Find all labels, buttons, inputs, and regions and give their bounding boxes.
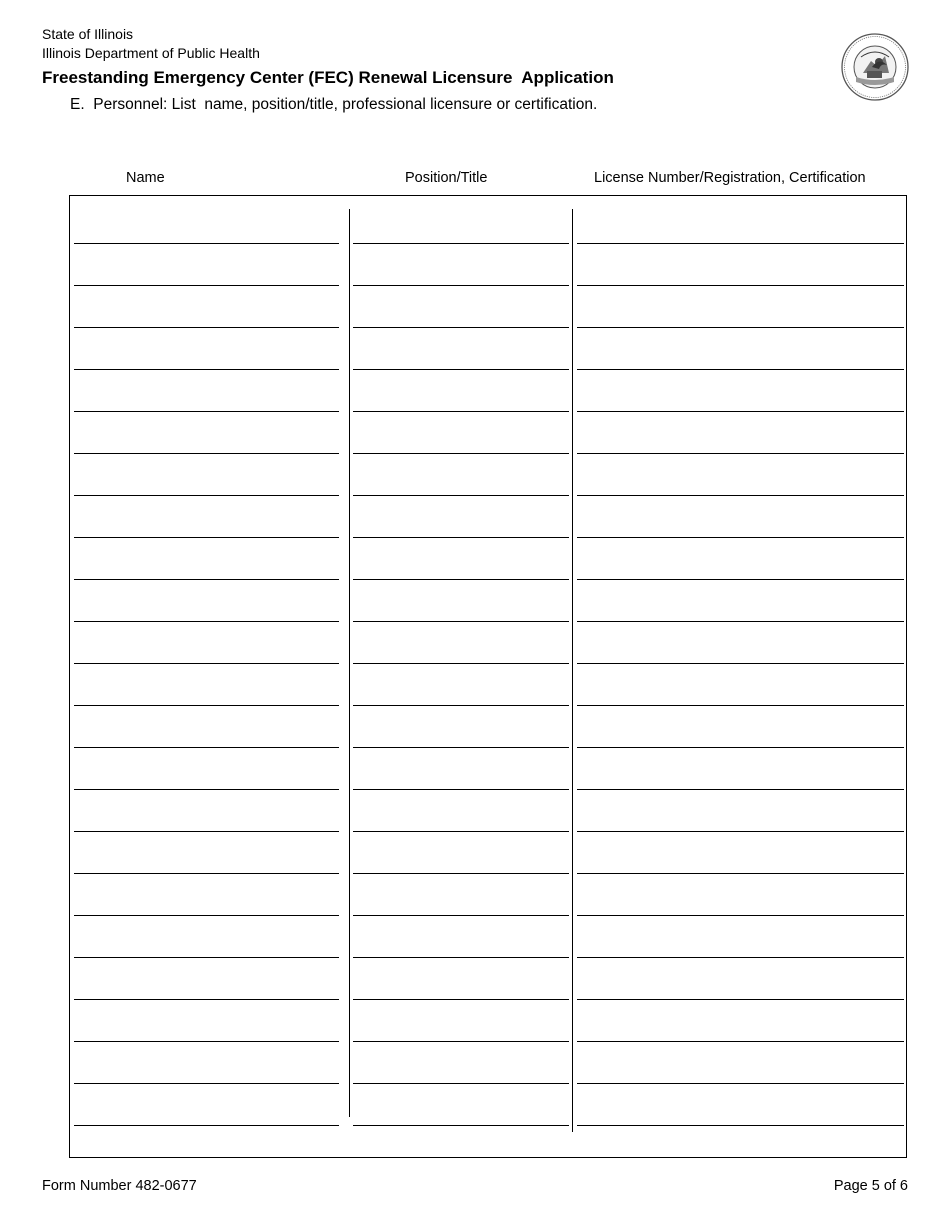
name-field[interactable] [74, 638, 339, 664]
position-field[interactable] [353, 806, 569, 832]
name-field[interactable] [74, 764, 339, 790]
license-field[interactable] [577, 1100, 904, 1126]
table-row [0, 748, 950, 790]
table-row [0, 412, 950, 454]
column-header-name: Name [126, 170, 165, 186]
name-field[interactable] [74, 428, 339, 454]
page-number: Page 5 of 6 [833, 1178, 908, 1194]
name-field[interactable] [74, 890, 339, 916]
table-row [0, 1042, 950, 1084]
license-field[interactable] [577, 764, 904, 790]
name-field[interactable] [74, 344, 339, 370]
table-row [0, 328, 950, 370]
license-field[interactable] [577, 344, 904, 370]
position-field[interactable] [353, 722, 569, 748]
name-field[interactable] [74, 596, 339, 622]
name-field[interactable] [74, 260, 339, 286]
position-field[interactable] [353, 428, 569, 454]
position-field[interactable] [353, 890, 569, 916]
name-field[interactable] [74, 1100, 339, 1126]
table-row [0, 664, 950, 706]
department-name: Illinois Department of Public Health [42, 45, 260, 61]
license-field[interactable] [577, 1016, 904, 1042]
table-row [0, 958, 950, 1000]
position-field[interactable] [353, 260, 569, 286]
name-field[interactable] [74, 470, 339, 496]
page-title: Freestanding Emergency Center (FEC) Renewal Licensure Application [42, 68, 614, 87]
license-field[interactable] [577, 722, 904, 748]
license-field[interactable] [577, 596, 904, 622]
license-field[interactable] [577, 890, 904, 916]
position-field[interactable] [353, 386, 569, 412]
position-field[interactable] [353, 1016, 569, 1042]
position-field[interactable] [353, 932, 569, 958]
position-field[interactable] [353, 554, 569, 580]
name-field[interactable] [74, 302, 339, 328]
license-field[interactable] [577, 554, 904, 580]
table-row [0, 244, 950, 286]
name-field[interactable] [74, 218, 339, 244]
license-field[interactable] [577, 806, 904, 832]
table-row [0, 706, 950, 748]
name-field[interactable] [74, 848, 339, 874]
name-field[interactable] [74, 386, 339, 412]
license-field[interactable] [577, 1058, 904, 1084]
position-field[interactable] [353, 218, 569, 244]
position-field[interactable] [353, 848, 569, 874]
license-field[interactable] [577, 386, 904, 412]
name-field[interactable] [74, 554, 339, 580]
column-header-license: License Number/Registration, Certification [594, 170, 866, 186]
table-row [0, 580, 950, 622]
license-field[interactable] [577, 302, 904, 328]
license-field[interactable] [577, 470, 904, 496]
table-row [0, 538, 950, 580]
form-number: Form Number 482-0677 [42, 1178, 197, 1194]
license-field[interactable] [577, 512, 904, 538]
table-row [0, 790, 950, 832]
license-field[interactable] [577, 680, 904, 706]
position-field[interactable] [353, 1058, 569, 1084]
state-name: State of Illinois [42, 26, 134, 42]
position-field[interactable] [353, 1100, 569, 1126]
name-field[interactable] [74, 1016, 339, 1042]
license-field[interactable] [577, 638, 904, 664]
table-row [0, 916, 950, 958]
license-field[interactable] [577, 974, 904, 1000]
position-field[interactable] [353, 512, 569, 538]
license-field[interactable] [577, 218, 904, 244]
table-row [0, 496, 950, 538]
position-field[interactable] [353, 344, 569, 370]
position-field[interactable] [353, 470, 569, 496]
table-row [0, 370, 950, 412]
state-seal-icon [841, 33, 909, 101]
position-field[interactable] [353, 764, 569, 790]
license-field[interactable] [577, 848, 904, 874]
name-field[interactable] [74, 932, 339, 958]
license-field[interactable] [577, 932, 904, 958]
name-field[interactable] [74, 722, 339, 748]
table-row [0, 622, 950, 664]
position-field[interactable] [353, 638, 569, 664]
name-field[interactable] [74, 1058, 339, 1084]
license-field[interactable] [577, 260, 904, 286]
name-field[interactable] [74, 806, 339, 832]
table-row [0, 202, 950, 244]
position-field[interactable] [353, 596, 569, 622]
position-field[interactable] [353, 974, 569, 1000]
name-field[interactable] [74, 512, 339, 538]
column-header-position: Position/Title [405, 170, 488, 186]
table-row [0, 1084, 950, 1126]
name-field[interactable] [74, 680, 339, 706]
table-row [0, 286, 950, 328]
table-row [0, 1000, 950, 1042]
table-row [0, 874, 950, 916]
position-field[interactable] [353, 680, 569, 706]
position-field[interactable] [353, 302, 569, 328]
section-instruction: E. Personnel: List name, position/title, professional licensure or certification. [70, 96, 598, 113]
table-row [0, 832, 950, 874]
name-field[interactable] [74, 974, 339, 1000]
license-field[interactable] [577, 428, 904, 454]
table-row [0, 454, 950, 496]
